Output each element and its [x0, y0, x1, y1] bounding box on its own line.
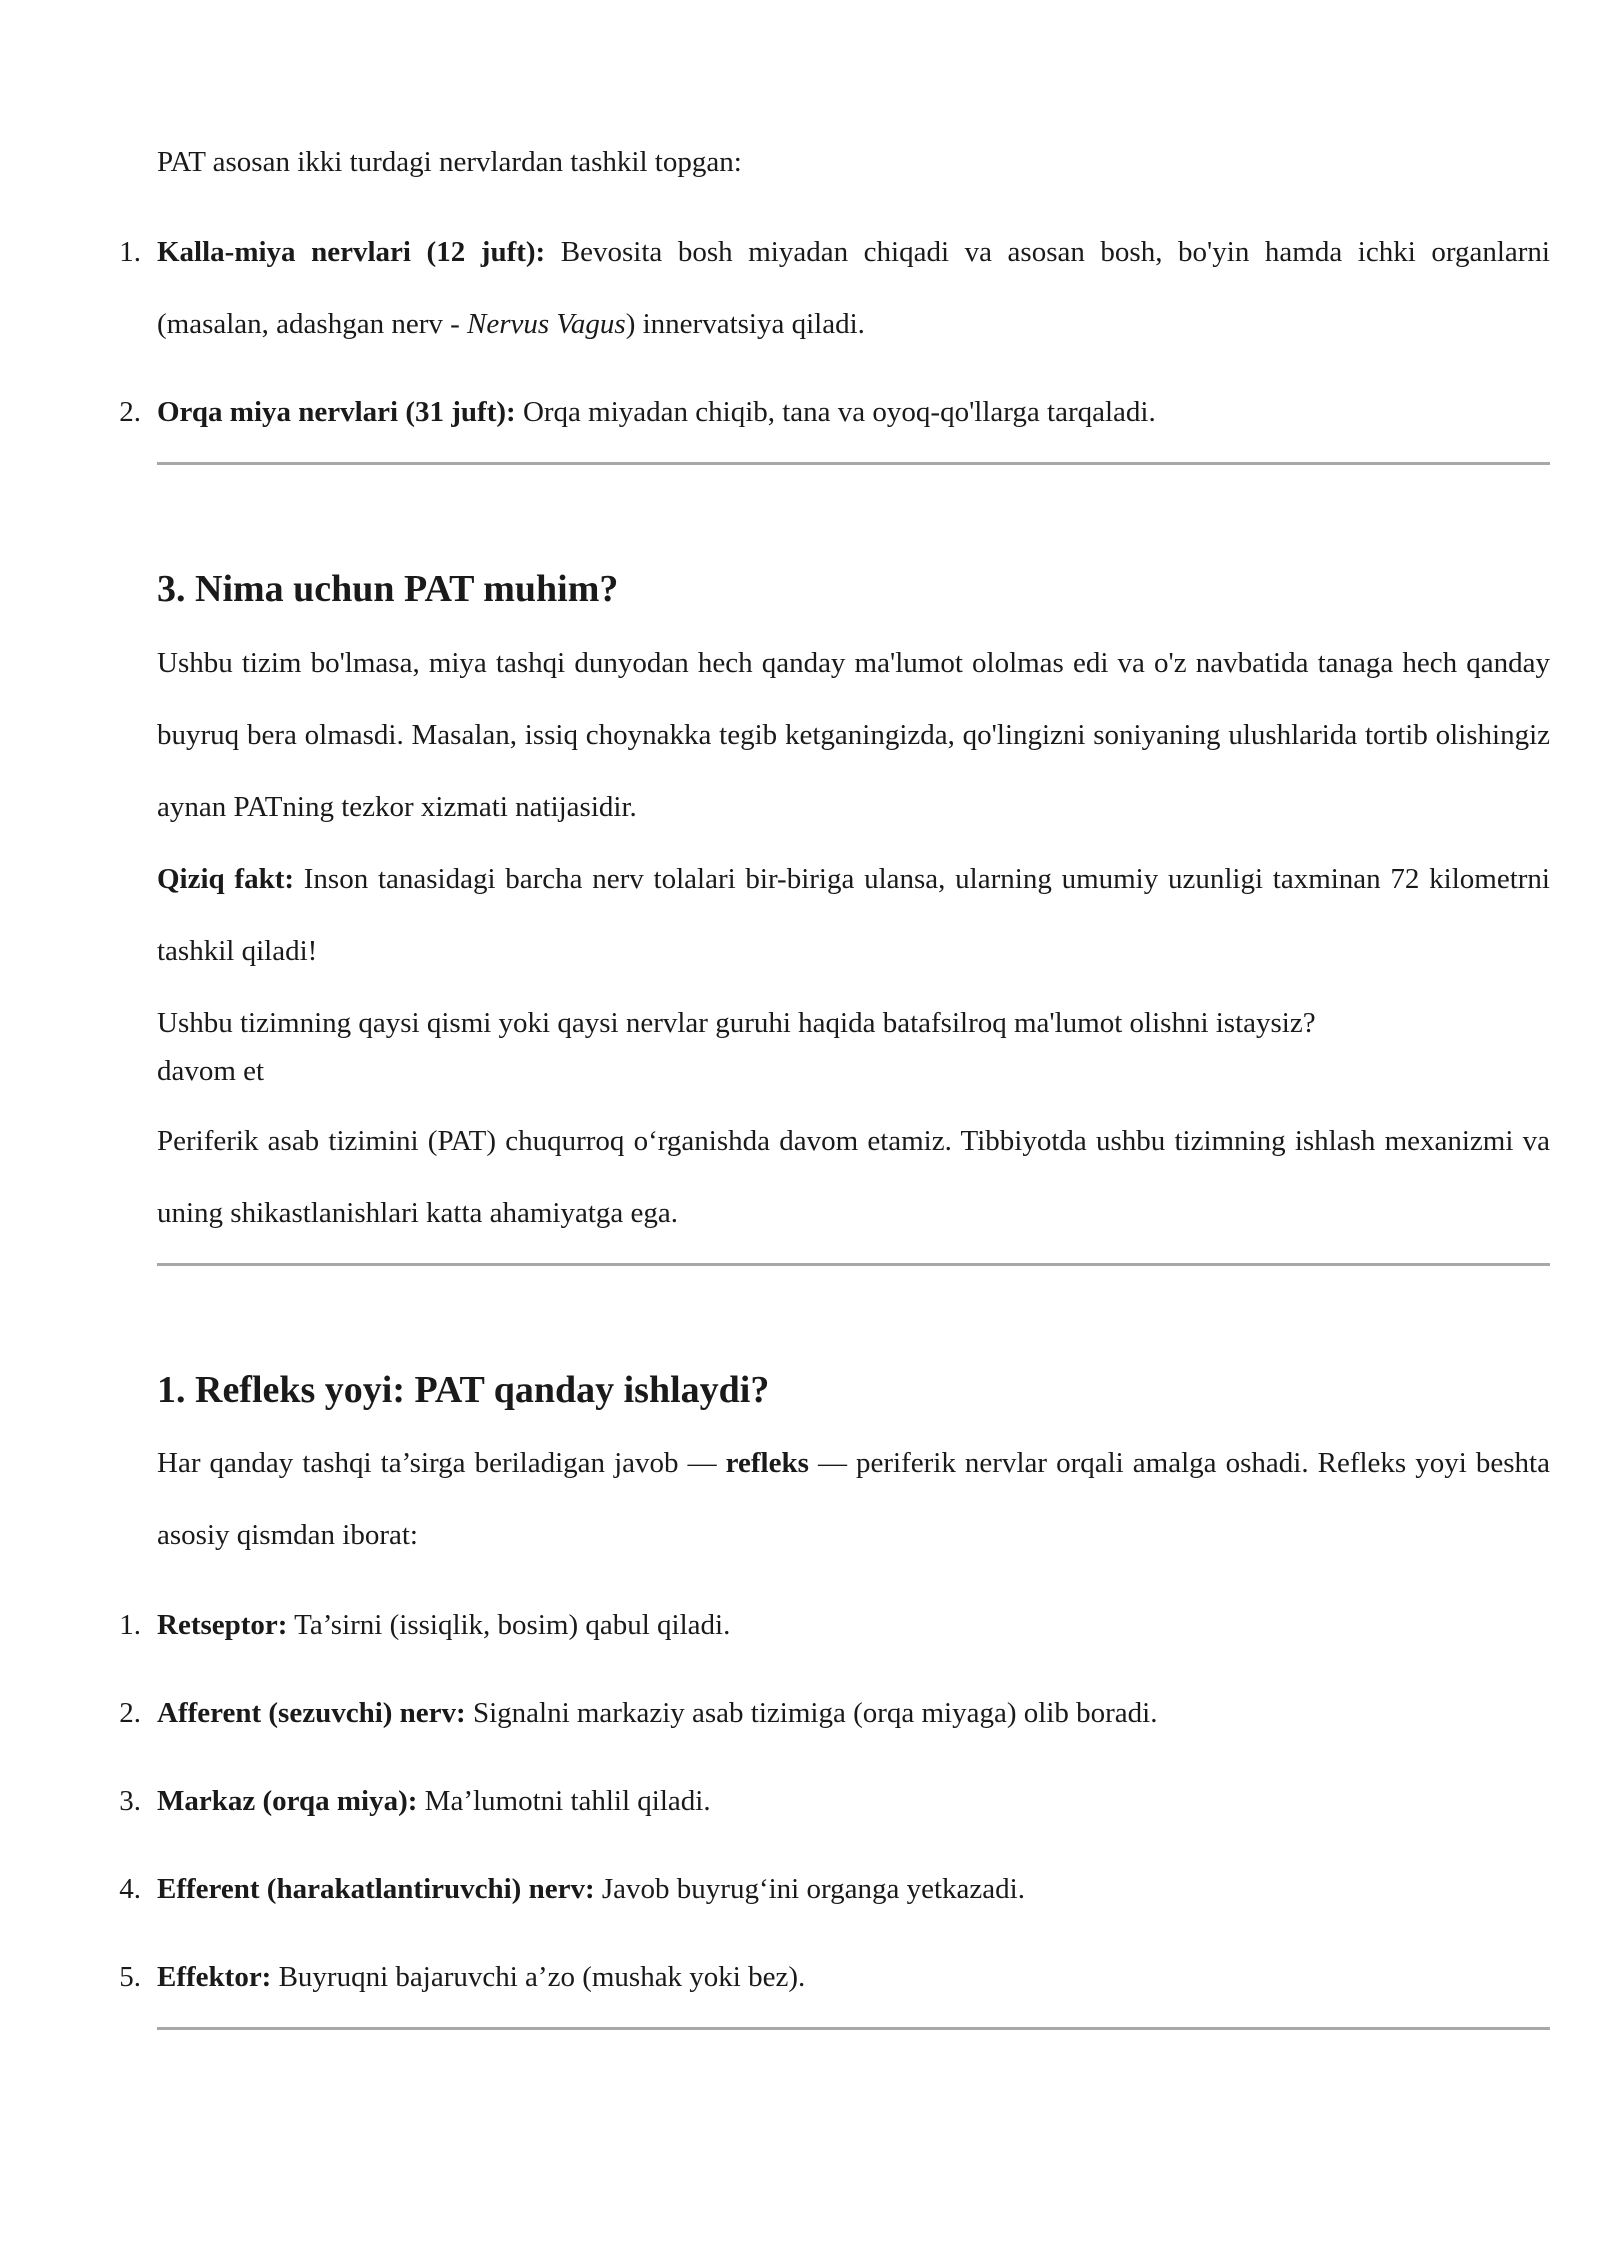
list-item-title: Afferent (sezuvchi) nerv:: [157, 1697, 466, 1730]
document-page: [119, 0, 1550, 2030]
nerve-types-list: [119, 216, 1550, 448]
pat-deeper-paragraph: Periferik asab tizimini (PAT) chuqurroq o‘rganishda davom etamiz. Tibbiyotda ushbu tizimning ishlash mexanizmi va uning shikastlanishlari katta ahamiyatga ega.: [157, 1124, 1550, 1229]
list-number: 5.: [119, 1961, 141, 1994]
list-number: 2.: [119, 1697, 141, 1730]
list-number: 3.: [119, 1785, 141, 1818]
importance-paragraph: Ushbu tizim bo'lmasa, miya tashqi dunyodan hech qanday ma'lumot ololmas edi va o'z navbatida tanaga hech qanday buyruq bera olmasdi. Masalan, issiq choynakka tegib ketganingizda, qo'lingizni soniyaning ulushlarida tortib olishingiz aynan PATning tezkor xizmati natijasidir.: [157, 646, 1550, 823]
list-item-title: Orqa miya nervlari (31 juft):: [157, 396, 516, 428]
reflex-intro-text: Har qanday tashqi ta’sirga beriladigan javob —: [157, 1447, 726, 1480]
reflex-intro-text: — periferik nervlar orqali amalga oshadi. Refleks yoyi beshta asosiy qismdan iborat:: [157, 1447, 1550, 1552]
list-item: [119, 376, 1550, 448]
list-item-text: Ta’sirni (issiqlik, bosim) qabul qiladi.: [287, 1609, 731, 1642]
list-number: 4.: [119, 1873, 141, 1906]
section-divider: [157, 2027, 1550, 2030]
list-item: [119, 1941, 1550, 2013]
list-item-title: Effektor:: [157, 1961, 272, 1994]
section-heading: 3. Nima uchun PAT muhim?: [157, 568, 619, 610]
list-item-text: Signalni markaziy asab tizimiga (orqa miyaga) olib boradi.: [465, 1697, 1158, 1730]
reflex-term: refleks: [725, 1447, 809, 1480]
list-number: 1.: [119, 1609, 141, 1642]
section-heading: 1. Refleks yoyi: PAT qanday ishlaydi?: [157, 1368, 770, 1411]
continue-text: davom et: [157, 1054, 265, 1087]
list-item-italic: Nervus Vagus: [467, 308, 626, 340]
list-item: [119, 1677, 1550, 1749]
fact-label: Qiziq fakt:: [157, 862, 295, 895]
list-item: [119, 1589, 1550, 1661]
list-item-text: ) innervatsiya qiladi.: [625, 308, 865, 340]
list-item-text: Buyruqni bajaruvchi a’zo (mushak yoki bez).: [271, 1961, 806, 1994]
fact-text: Inson tanasidagi barcha nerv tolalari bir-biriga ulansa, ularning umumiy uzunligi taxminan 72 kilometrni tashkil qiladi!: [157, 862, 1550, 967]
question-text: Ushbu tizimning qaysi qismi yoki qaysi nervlar guruhi haqida batafsilroq ma'lumot olishni istaysiz?: [157, 1006, 1316, 1039]
list-item: [119, 1765, 1550, 1837]
section-divider: [157, 1263, 1550, 1266]
fact-paragraph: [157, 843, 1550, 987]
reflex-arc-list: [119, 1589, 1550, 2013]
pat-intro: PAT asosan ikki turdagi nervlardan tashkil topgan:: [157, 146, 742, 178]
list-item: [119, 1853, 1550, 1925]
list-item-text: Javob buyrug‘ini organga yetkazadi.: [594, 1873, 1025, 1906]
list-item-title: Efferent (harakatlantiruvchi) nerv:: [157, 1873, 595, 1906]
list-item-text: Bevosita bosh miyadan chiqadi va asosan bosh, bo'yin hamda ichki organlarni (masalan, adashgan nerv -: [157, 236, 1550, 340]
list-item: [119, 216, 1550, 360]
list-number: 2.: [119, 396, 141, 428]
reflex-intro: [157, 1427, 1550, 1571]
list-item-title: Markaz (orqa miya):: [157, 1785, 418, 1818]
section-divider: [157, 462, 1550, 465]
list-item-text: Ma’lumotni tahlil qiladi.: [417, 1785, 711, 1818]
list-item-text: Orqa miyadan chiqib, tana va oyoq-qo'llarga tarqaladi.: [515, 396, 1156, 428]
list-number: 1.: [119, 236, 141, 268]
list-item-title: Kalla-miya nervlari (12 juft):: [157, 236, 546, 268]
list-item-title: Retseptor:: [157, 1609, 288, 1642]
